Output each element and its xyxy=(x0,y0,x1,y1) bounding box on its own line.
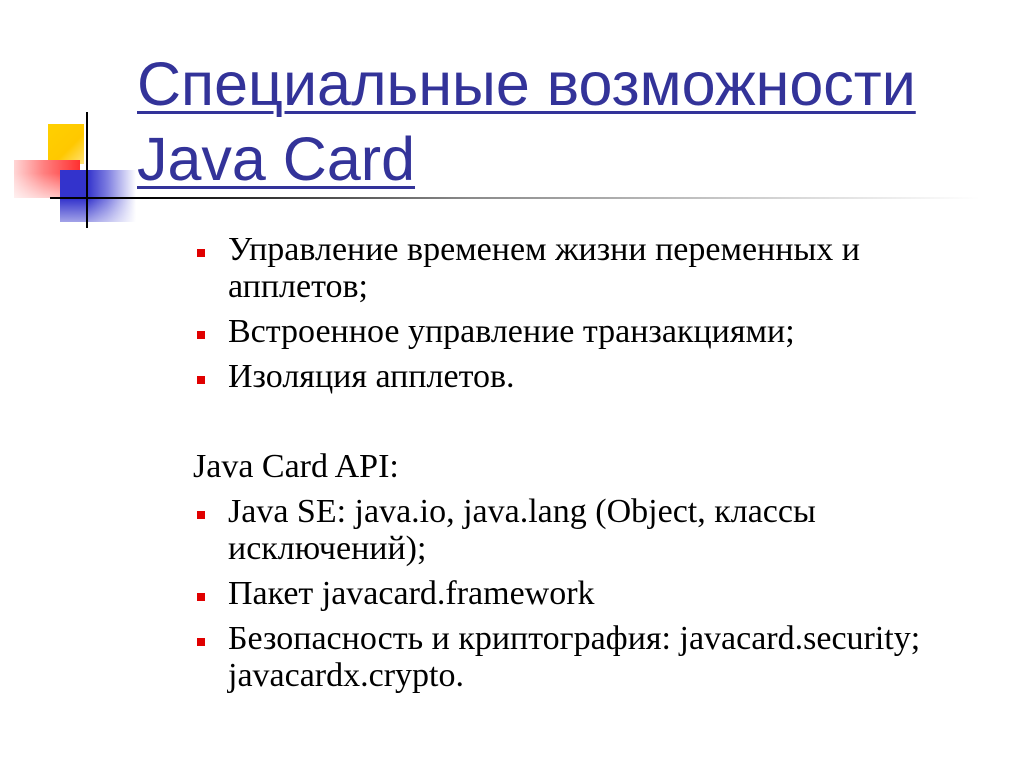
bullet-icon xyxy=(197,593,205,601)
feature-item xyxy=(193,231,953,305)
api-item-text: Пакет javacard.framework xyxy=(228,575,595,612)
api-item xyxy=(193,620,953,694)
feature-text: Изоляция апплетов. xyxy=(228,358,515,395)
decor-vertical-line xyxy=(86,112,88,228)
bullet-icon xyxy=(197,376,205,384)
api-item xyxy=(193,493,953,567)
api-item xyxy=(193,575,953,612)
api-item-text: Безопасность и криптография: javacard.security; javacardx.crypto. xyxy=(228,620,921,694)
feature-item xyxy=(193,358,953,395)
slide-title: Специальные возможности Java Card xyxy=(137,50,916,193)
feature-text: Встроенное управление транзакциями; xyxy=(228,313,795,350)
feature-item xyxy=(193,313,953,350)
feature-text: Управление временем жизни переменных и апплетов; xyxy=(228,231,860,305)
bullet-icon xyxy=(197,638,205,646)
title-divider-line xyxy=(50,197,980,199)
bullet-icon xyxy=(197,249,205,257)
api-heading: Java Card API: xyxy=(193,448,399,485)
bullet-icon xyxy=(197,331,205,339)
slide-body xyxy=(193,231,953,694)
api-item-text: Java SE: java.io, java.lang (Object, классы исключений); xyxy=(228,493,816,567)
bullet-icon xyxy=(197,511,205,519)
decor-yellow-square xyxy=(48,124,84,164)
decor-blue-block xyxy=(60,170,136,222)
